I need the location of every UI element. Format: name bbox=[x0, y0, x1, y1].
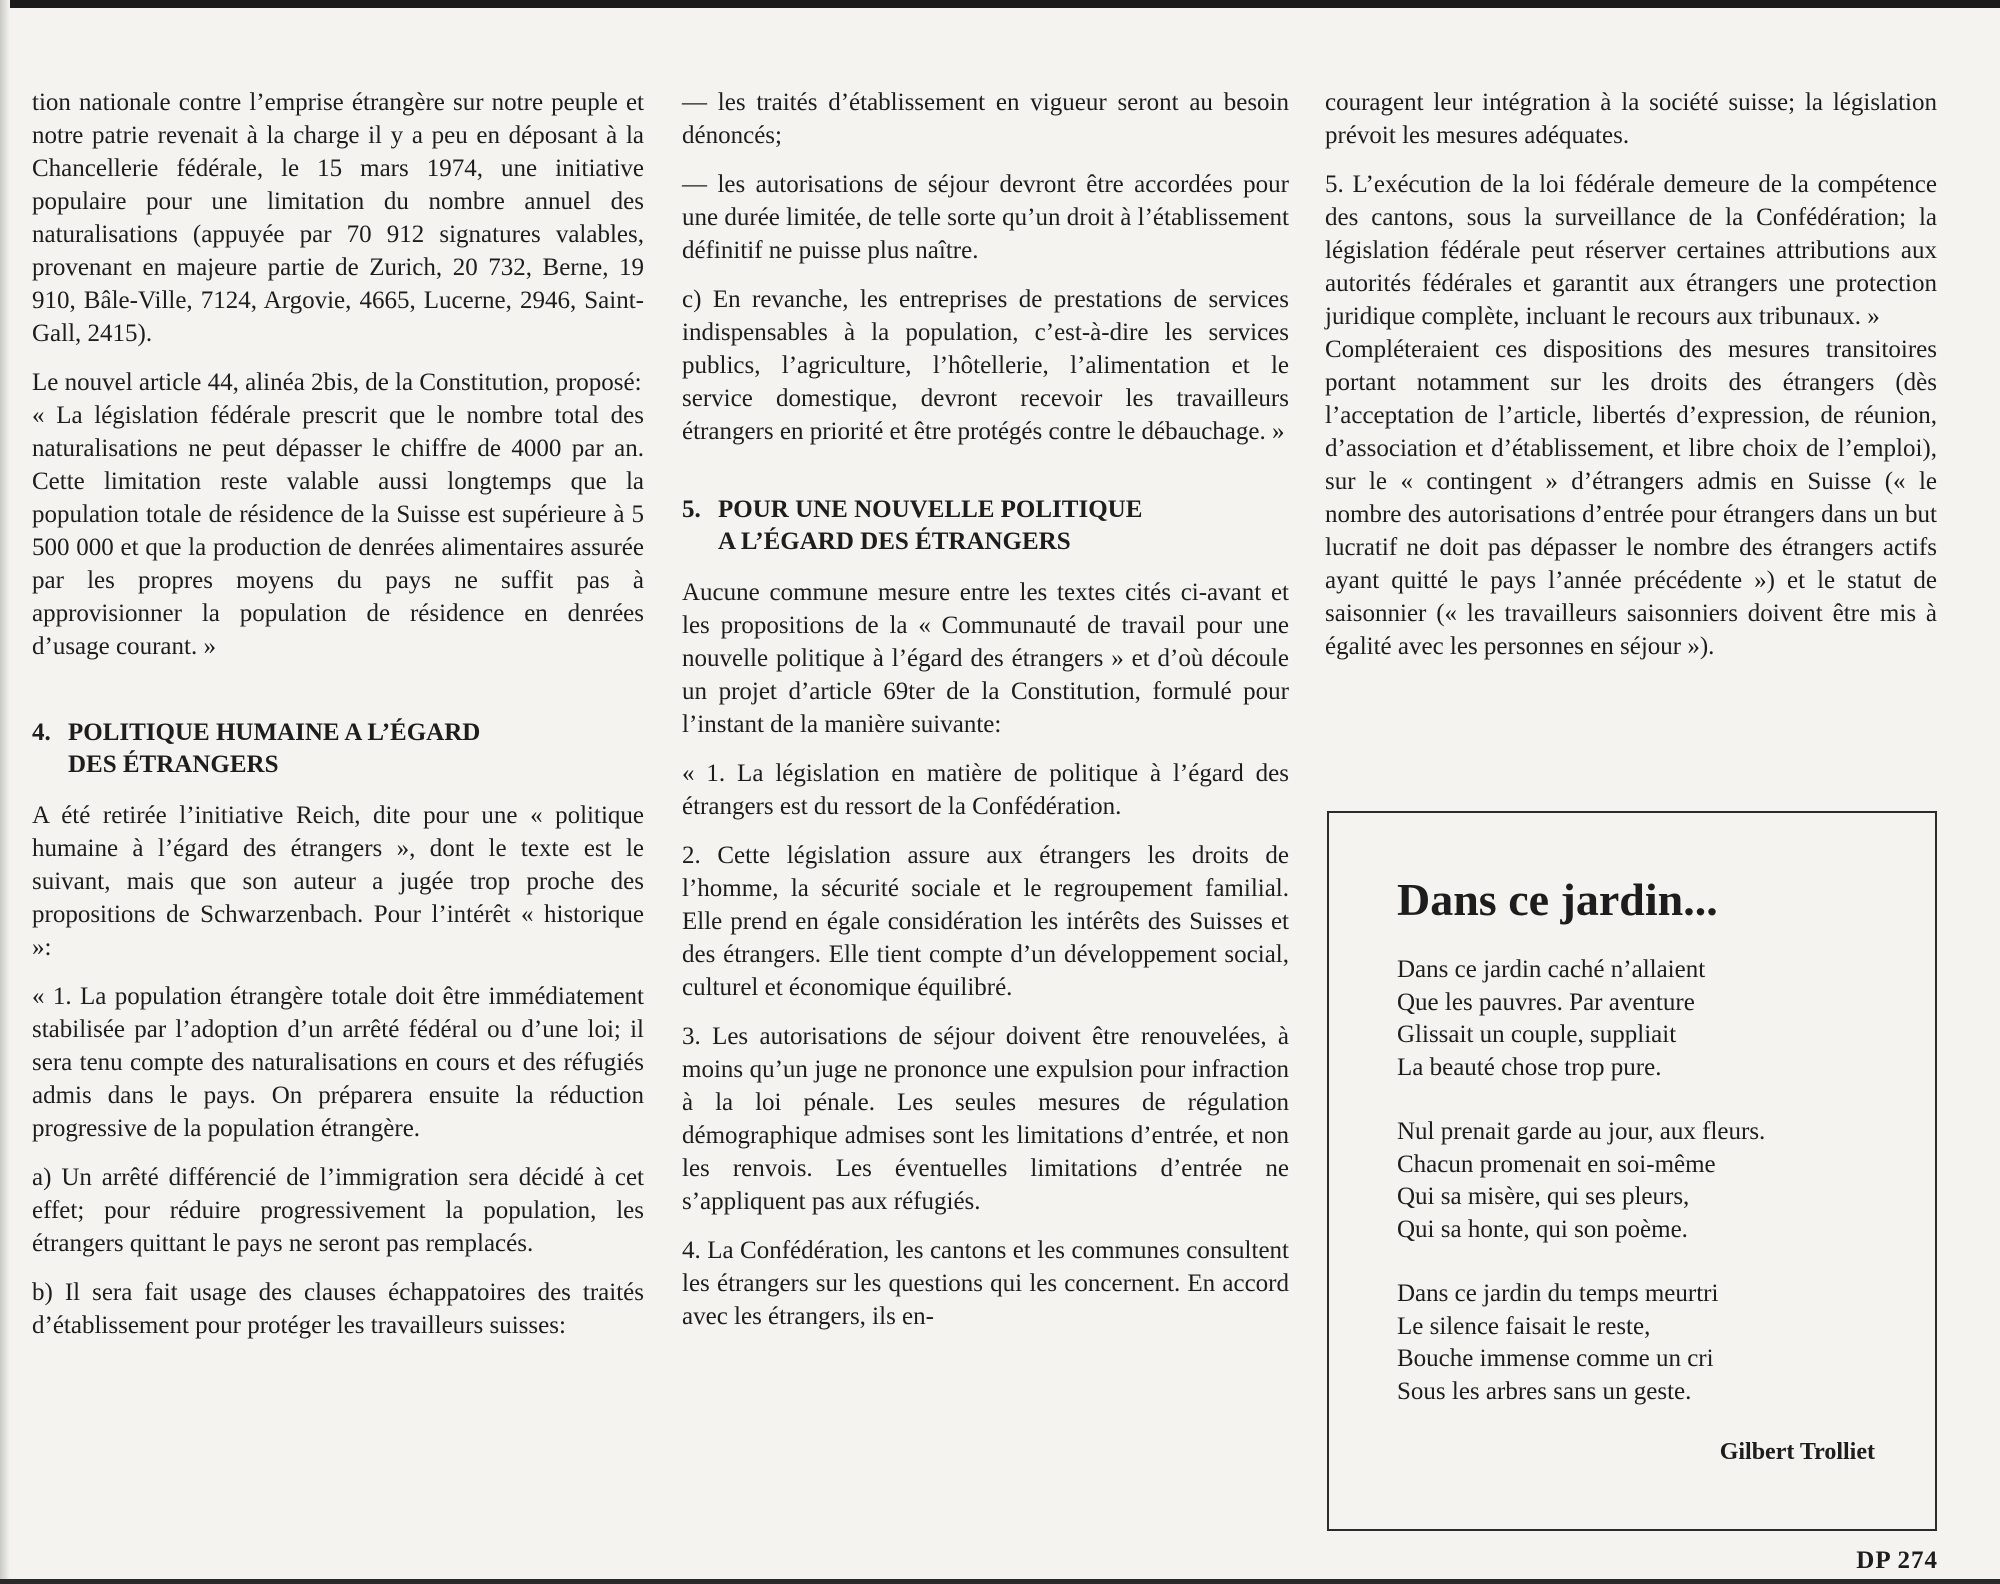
poem-line: Bouche immense comme un cri bbox=[1397, 1345, 1714, 1372]
poem-line: Qui sa honte, qui son poème. bbox=[1397, 1215, 1688, 1243]
poem-title: Dans ce jardin... bbox=[1397, 874, 1718, 925]
column-3 bbox=[1325, 86, 1937, 679]
poem-line: La beauté chose trop pure. bbox=[1397, 1053, 1662, 1081]
paragraph: — les autorisations de séjour devront être accordées pour une durée limitée, de telle sorte qu’un droit à l’établissement définitif ne puisse plus naître. bbox=[682, 171, 1289, 264]
bottom-rule bbox=[0, 1579, 2000, 1584]
paragraph: 4. La Confédération, les cantons et les communes consultent les étrangers sur les questions qui les concernent. En accord avec les étrangers, ils en- bbox=[682, 1237, 1289, 1330]
paragraph: Compléteraient ces dispositions des mesures transitoires portant notamment sur les droits des étrangers (dès l’acceptation de l’article, libertés d’expression, de réunion, d’association et d’établissement, et libre choix de l’emploi), sur le « contingent » d’étrangers admis en Suisse (« le nombre des autorisations d’entrée pour étrangers dans un but lucratif ne doit pas dépasser le nombre des étrangers actifs ayant quitté le pays l’année précédente ») et le statut de saisonnier (« les travailleurs saisonniers doivent être mis à égalité avec les personnes en séjour »). bbox=[1325, 336, 1937, 660]
poem-line: Le silence faisait le reste, bbox=[1397, 1312, 1651, 1340]
paragraph: couragent leur intégration à la société suisse; la législation prévoit les mesures adéquates. bbox=[1325, 89, 1937, 149]
poem-stanza bbox=[1397, 1116, 1765, 1246]
column-1 bbox=[32, 86, 644, 1358]
page-edge-shadow bbox=[0, 0, 10, 1584]
poem-line: Sous les arbres sans un geste. bbox=[1397, 1377, 1692, 1405]
paragraph: A été retirée l’initiative Reich, dite pour une « politique humaine à l’égard des étrangers », dont le texte est le suivant, mais que son auteur a jugée trop proche des propositions de Schwarzenbach. Pour l’intérêt « historique »: bbox=[32, 802, 644, 961]
paragraph: 5. L’exécution de la loi fédérale demeure de la compétence des cantons, sous la surveillance de la Confédération; la législation fédérale peut réserver certaines attributions aux autorités fédérales et garantit aux étrangers une protection juridique complète, incluant le recours aux tribunaux. » bbox=[1325, 171, 1937, 330]
poem-stanza bbox=[1397, 954, 1765, 1084]
poem-line: Glissait un couple, suppliait bbox=[1397, 1021, 1677, 1048]
poem-line: Qui sa misère, qui ses pleurs, bbox=[1397, 1183, 1690, 1210]
poem-line: Dans ce jardin caché n’allaient bbox=[1397, 956, 1706, 983]
poem-stanza bbox=[1397, 1278, 1765, 1408]
poem-line: Dans ce jardin du temps meurtri bbox=[1397, 1280, 1719, 1307]
poem-author: Gilbert Trolliet bbox=[1719, 1439, 1875, 1465]
paragraph: tion nationale contre l’emprise étrangère sur notre peuple et notre patrie revenait à la charge il y a peu en déposant à la Chancellerie fédérale, le 15 mars 1974, une initiative populaire pour une limitation du nombre annuel des naturalisations (appuyée par 70 912 signatures valables, provenant en majeure partie de Zurich, 20 732, Berne, 19 910, Bâle-Ville, 7124, Argovie, 4665, Lucerne, 2946, Saint-Gall, 2415). bbox=[32, 89, 644, 347]
paragraph: 2. Cette législation assure aux étrangers les droits de l’homme, la sécurité sociale et le regroupement familial. Elle prend en égale considération les intérêts des Suisses et des étrangers. Elle tient compte d’un développement social, culturel et économique équilibré. bbox=[682, 842, 1289, 1001]
poem-body bbox=[1397, 954, 1765, 1440]
paragraph: — les traités d’établissement en vigueur seront au besoin dénoncés; bbox=[682, 89, 1289, 149]
paragraph: b) Il sera fait usage des clauses échappatoires des traités d’établissement pour protéger les travailleurs suisses: bbox=[32, 1279, 644, 1339]
paragraph: « La législation fédérale prescrit que le nombre total des naturalisations ne peut dépasser le chiffre de 4000 par an. Cette limitation reste valable aussi longtemps que la population totale de résidence de la Suisse est supérieure à 5 500 000 et que la production de denrées alimentaires assurée par les propres moyens du pays ne suffit pas à approvisionner la population de résidence en denrées d’usage courant. » bbox=[32, 402, 644, 660]
section-heading-4: 4. POLITIQUE HUMAINE A L’ÉGARD DES ÉTRANGERS bbox=[32, 719, 481, 778]
paragraph: 3. Les autorisations de séjour doivent être renouvelées, à moins qu’un juge ne prononce une expulsion pour infraction à la loi pénale. Les seules mesures de régulation démographique admises sont les limitations d’entrée, et non les renvois. Les éventuelles limitations d’entrée ne s’appliquent pas aux réfugiés. bbox=[682, 1023, 1289, 1215]
paragraph: Aucune commune mesure entre les textes cités ci-avant et les propositions de la « Communauté de travail pour une nouvelle politique à l’égard des étrangers » et d’où découle un projet d’article 69ter de la Constitution, formulé pour l’instant de la manière suivante: bbox=[682, 579, 1289, 738]
column-2 bbox=[682, 86, 1289, 1349]
paragraph: Le nouvel article 44, alinéa 2bis, de la Constitution, proposé: bbox=[32, 369, 642, 396]
paragraph: « 1. La législation en matière de politique à l’égard des étrangers est du ressort de la Confédération. bbox=[682, 760, 1289, 820]
page-number: DP 274 bbox=[1856, 1547, 1938, 1574]
top-rule bbox=[0, 0, 2000, 8]
paragraph: a) Un arrêté différencié de l’immigration sera décidé à cet effet; pour réduire progressivement la population, les étrangers quittant le pays ne seront pas remplacés. bbox=[32, 1164, 644, 1257]
paragraph: c) En revanche, les entreprises de prestations de services indispensables à la population, c’est-à-dire les services publics, l’agriculture, l’hôtellerie, l’alimentation et le service domestique, devront recevoir les travailleurs étrangers en priorité et être protégés contre le débauchage. » bbox=[682, 286, 1289, 445]
paragraph: « 1. La population étrangère totale doit être immédiatement stabilisée par l’adoption d’un arrêté fédéral ou d’une loi; il sera tenu compte des naturalisations en cours et des réfugiés admis dans le pays. On préparera ensuite la réduction progressive de la population étrangère. bbox=[32, 983, 644, 1142]
poem-line: Nul prenait garde au jour, aux fleurs. bbox=[1397, 1118, 1766, 1145]
section-heading-5: 5. POUR UNE NOUVELLE POLITIQUE A L’ÉGARD DES ÉTRANGERS bbox=[682, 496, 1143, 555]
poem-line: Que les pauvres. Par aventure bbox=[1397, 988, 1695, 1016]
poem-line: Chacun promenait en soi-même bbox=[1397, 1150, 1716, 1178]
poem-box bbox=[1327, 811, 1937, 1531]
